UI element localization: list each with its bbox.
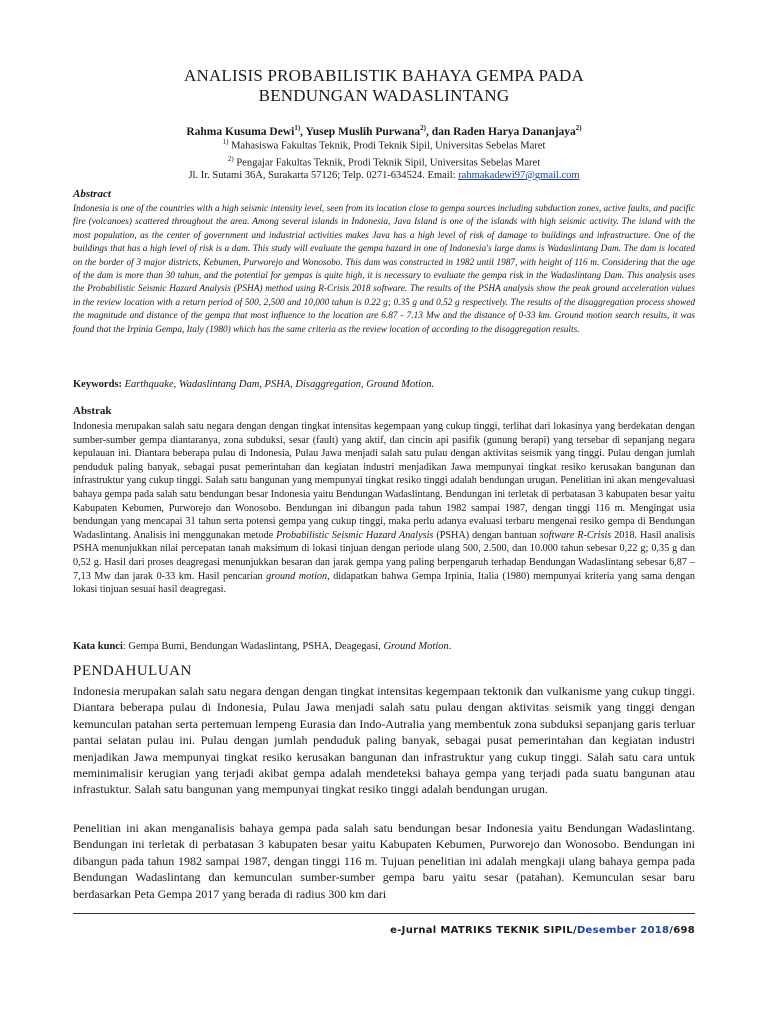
section-heading: PENDAHULUAN — [73, 663, 192, 679]
keywords-value: Earthquake, Wadaslintang Dam, PSHA, Disaggregation, Ground Motion. — [122, 379, 435, 390]
author-3: , dan Raden Harya Dananjaya — [425, 125, 576, 138]
abstrak-text-2: (PSHA) dengan bantuan — [433, 529, 540, 541]
author-1-sup: 1) — [294, 124, 301, 132]
footer-date: Desember 2018 — [576, 925, 670, 936]
author-2-sup: 2) — [420, 124, 426, 132]
kata-kunci-label: Kata kunci — [73, 641, 123, 652]
kata-kunci-italic: Ground Motion — [383, 641, 449, 652]
paragraph-1: Indonesia merupakan salah satu negara dengan dengan tingkat intensitas kegempaan tektonik dan vulkanisme yang cukup tinggi. Diantara beberapa pulau di Indonesia, Pulau Jawa menjadi salah satu pulau dengan aktivitas seismik yang tinggi dengan kemunculan patahan serta pertemuan lempeng Eurasia dan Indo-Autralia yang membentuk zona subduksi sepanjang garis terluar pantai selatan pulau ini. Pulau dengan jumlah penduduk paling banyak, sebagai pusat pemerintahan dan kegiatan industri menjadikan Jawa mempunyai tingkat resiko kerusakan bangunan dan infrastruktur yang cukup tinggi. Salah satu cara untuk meminimalisir kerugian yang terjadi akibat gempa adalah mendeteksi bahaya gempa yang terjadi pada suatu bangunan atau infrastuktur. Salah satu bangunan yang mempunyai tingkat resiko tinggi adalah bendungan urugan. — [73, 684, 695, 797]
footer-page-number: /698 — [669, 925, 695, 936]
affiliation-2-sup: 2) — [227, 154, 234, 163]
kata-kunci-end: . — [448, 641, 452, 652]
abstract-heading: Abstract — [73, 188, 111, 200]
abstrak-heading: Abstrak — [73, 405, 112, 417]
email-link[interactable]: rahmakadewi97@gmail.com — [458, 170, 580, 181]
affiliation-1 — [60, 136, 708, 153]
author-3-sup: 2) — [575, 124, 582, 132]
abstrak-italic-3: ground motion — [266, 570, 328, 582]
affiliations — [60, 136, 708, 182]
footer-divider — [73, 913, 695, 914]
paragraph-2: Penelitian ini akan menganalisis bahaya gempa pada salah satu bendungan besar Indonesia yaitu Bendungan Wadaslintang. Bendungan ini terletak di perbatasan 3 kabupaten besar yaitu Kabupaten Kebumen, Purworejo dan Wonosobo. Bendungan ini dibangun pada tahun 1982 sampai 1987, dengan tinggi 116 m. Tujuan penelitian ini adalah mengkaji ulang bahaya gempa pada Bendungan Wadaslintang dan kemunculan sumber-sumber gempa baru yaitu sesar (patahan). Kemunculan sesar baru berdasarkan Peta Gempa 2017 yang berada di radius 300 km dari — [73, 821, 695, 901]
author-2: , Yusep Muslih Purwana — [300, 125, 421, 138]
affiliation-2 — [60, 153, 708, 170]
address-text: Jl. Ir. Sutami 36A, Surakarta 57126; Telp. 0271-634524. Email: — [188, 170, 459, 181]
abstrak-text-1: Indonesia merupakan salah satu negara dengan dengan tingkat intensitas kegempaan yang cukup tinggi, terlihat dari lokasinya yang berdekatan dengan sumber-sumber gempa diantaranya, zona subduksi, sesar (fault) yang aktif, dan cincin api pasifik (gunung berapi) yang tersebar di sepanjang negara kepulauan ini. Diantara beberapa pulau di Indonesia, Pulau Jawa menjadi salah satu pulau dengan aktivitas seismik yang tinggi. Pulau dengan jumlah penduduk paling banyak, sebagai pusat pemerintahan dan kegiatan industri menjadikan Jawa mempunyai tingkat resiko kerusakan bangunan dan infrastruktur yang cukup tinggi. Salah satu bangunan yang mempunyai tingkat resiko tinggi adalah bendungan urugan. Penelitian ini akan mengevaluasi bahaya gempa pada salah satu bendungan besar Indonesia yaitu Bendungan Wadaslintang. Bendungan ini terletak di perbatasan 3 kabupaten besar yaitu Kabupaten Kebumen, Purworejo dan Wonosobo. Bendungan ini dibangun pada tahun 1982 sampai 1987, dengan tinggi 116 m. Mengingat usia bendungan yang mencapai 31 tahun serta potensi gempa yang cukup tinggi, maka perlu adanya evaluasi terbaru mengenai resiko gempa di Bendungan Wadaslintang. Analisis ini menggunakan metode — [73, 421, 695, 541]
abstrak-body — [73, 420, 695, 597]
kata-kunci — [73, 641, 695, 652]
keywords-label: Keywords: — [73, 379, 122, 390]
paper-title — [60, 66, 708, 106]
keywords — [73, 379, 695, 390]
title-line-1: ANALISIS PROBABILISTIK BAHAYA GEMPA PADA — [183, 66, 585, 85]
address-line — [60, 169, 708, 182]
affiliation-1-sup: 1) — [222, 138, 229, 146]
abstrak-italic-1: Probabilistic Seismic Hazard Analysis — [276, 529, 434, 541]
kata-kunci-value: : Gempa Bumi, Bendungan Wadaslintang, PSHA, Deagegasi, — [122, 641, 384, 652]
footer-journal: e-Jurnal MATRIKS TEKNIK SIPIL/ — [390, 925, 577, 936]
abstrak-italic-2: software R-Crisis — [539, 529, 612, 541]
abstrak-text-4: , didapatkan bahwa Gempa Irpinia, Italia (1980) mempunyai kriteria yang sama dengan lokasi tinjuan sesuai hasil deagregasi. — [73, 570, 695, 596]
page-footer — [390, 925, 695, 936]
abstrak-text-3: 2018. Hasil analisis PSHA menunjukkan nilai percepatan tanah maksimum di lokasi tinjuan dengan periode ulang 500, 2.500, dan 10.000 tahun sebesar 0,22 g; 0,35 g dan 0,52 g. Hasil dari proses deagregasi menunjukkan besaran dan jarak gempa yang paling berpengaruh terhadap Bendungan Wadaslintang sebesar 6,87 – 7,13 Mw dan jarak 0-33 km. Hasil pencarian — [73, 529, 696, 582]
author-1: Rahma Kusuma Dewi — [186, 125, 295, 138]
affiliation-2-text: Pengajar Fakultas Teknik, Prodi Teknik Sipil, Universitas Sebelas Maret — [233, 157, 541, 168]
title-line-2: BENDUNGAN WADASLINTANG — [258, 86, 510, 105]
affiliation-1-text: Mahasiswa Fakultas Teknik, Prodi Teknik Sipil, Universitas Sebelas Maret — [228, 140, 546, 152]
abstract-body: Indonesia is one of the countries with a high seismic intensity level, seen from its location close to gempa sources including subduction zones, active faults, and pacific fire (volcanoes) scattered throughout the area. Among several islands in Indonesia, Java Island is one of the islands with high seismic activity. The island with the most population, as the center of government and industrial activities makes Java has a high level of risk of damage to buildings and infrastructure. One of the buildings that has a high level of risk is a dam. This study will evaluate the gempa hazard in one of Indonesia's large dams is Wadaslintang Dam. The dam is located on the border of 3 major districts, Kebumen, Purworejo and Wonosobo. This dam was constructed in 1982 until 1987, with height of 116 m. Considering that the age of the dam is more than 30 tahun, and the potential for gempas is quite high, it is necessary to evaluate the gempa risk in the Wadaslintang Dam. This analysis uses the Probabilistic Seismic Hazard Analysis (PSHA) method using R-Crisis 2018 software. The results of the PSHA analysis show the peak ground acceleration values in the review location with a return period of 500, 2,500 and 10,000 tahun is 0.22 g; 0.35 g and 0.52 g respectively. The results of the disaggregation process showed the magnitude and distance of the gempa that most influence to the location are 6.87 - 7.13 Mw and the distance of 0-33 km. Ground motion search results, it was found that the Irpinia Gempa, Italy (1980) which has the same criteria as the review location of according to the disaggregation results. — [73, 204, 695, 335]
